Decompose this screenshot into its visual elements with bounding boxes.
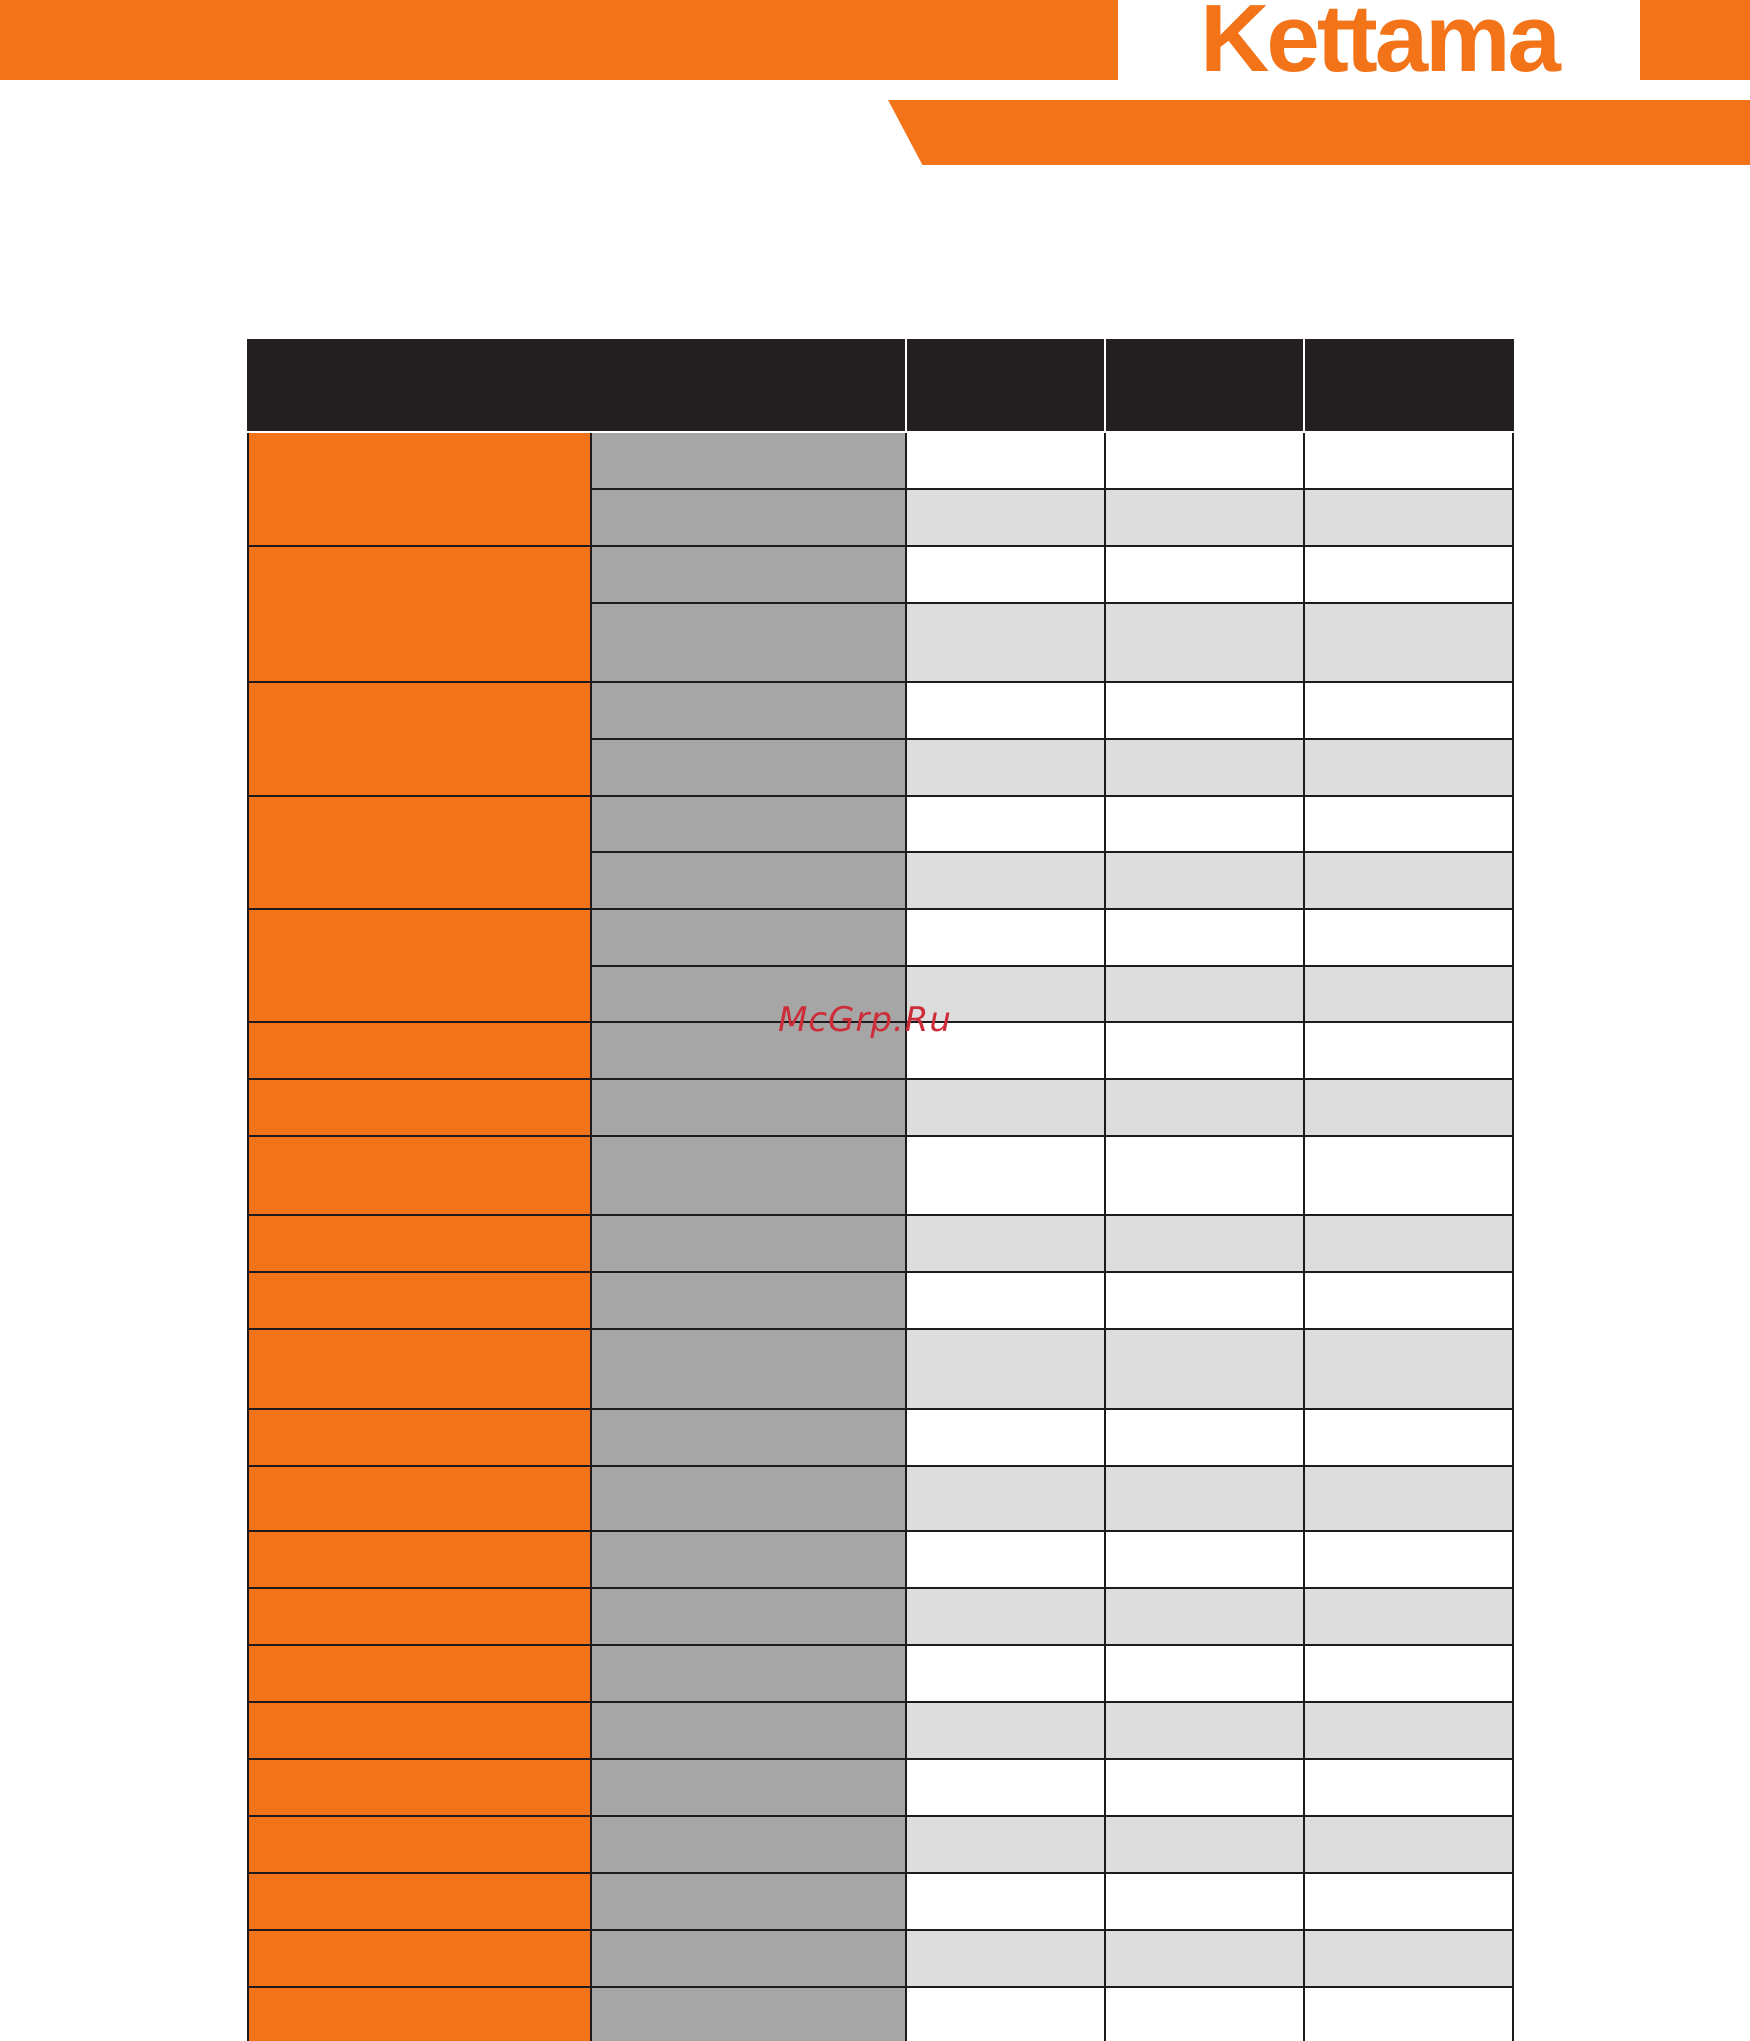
- parameter-cell: [248, 1022, 591, 1079]
- table-row: [248, 1645, 1513, 1702]
- parameter-cell: [248, 1079, 591, 1136]
- value-cell: [1304, 966, 1513, 1022]
- value-cell: [1304, 1588, 1513, 1645]
- value-cell: [906, 1588, 1105, 1645]
- header-sub-band: [888, 100, 1750, 165]
- value-cell: [906, 682, 1105, 739]
- value-cell: [1304, 1531, 1513, 1588]
- value-cell: [1304, 1215, 1513, 1272]
- table-row: [248, 1272, 1513, 1329]
- parameter-cell: [248, 796, 591, 909]
- table-row: [248, 1588, 1513, 1645]
- kettama-logo: Kettama: [1200, 0, 1558, 92]
- value-cell: [906, 1702, 1105, 1759]
- value-cell: [906, 852, 1105, 909]
- value-cell: [1304, 1329, 1513, 1409]
- value-cell: [906, 1930, 1105, 1987]
- spec-table: [247, 339, 1514, 2041]
- value-cell: [906, 432, 1105, 489]
- header-cell-model-2: [1105, 340, 1304, 432]
- value-cell: [906, 1873, 1105, 1930]
- header-cell-model-3: [1304, 340, 1513, 432]
- value-cell: [906, 739, 1105, 796]
- value-cell: [906, 1409, 1105, 1466]
- sub-parameter-cell: [591, 1409, 906, 1466]
- value-cell: [906, 1759, 1105, 1816]
- sub-parameter-cell: [591, 796, 906, 852]
- parameter-cell: [248, 1930, 591, 1987]
- sub-parameter-cell: [591, 682, 906, 739]
- table-row: [248, 1873, 1513, 1930]
- parameter-cell: [248, 909, 591, 1022]
- sub-parameter-cell: [591, 1873, 906, 1930]
- value-cell: [1105, 852, 1304, 909]
- value-cell: [906, 1987, 1105, 2041]
- table-row: [248, 1136, 1513, 1215]
- table-row: [248, 1531, 1513, 1588]
- value-cell: [1304, 909, 1513, 966]
- value-cell: [1304, 852, 1513, 909]
- sub-parameter-cell: [591, 909, 906, 966]
- value-cell: [1304, 796, 1513, 852]
- sub-parameter-cell: [591, 1136, 906, 1215]
- sub-parameter-cell: [591, 1759, 906, 1816]
- value-cell: [1304, 1930, 1513, 1987]
- value-cell: [1304, 1272, 1513, 1329]
- sub-parameter-cell: [591, 1987, 906, 2041]
- sub-parameter-cell: [591, 1329, 906, 1409]
- value-cell: [1105, 1466, 1304, 1531]
- sub-parameter-cell: [591, 1645, 906, 1702]
- value-cell: [1105, 1645, 1304, 1702]
- value-cell: [1304, 1987, 1513, 2041]
- sub-parameter-cell: [591, 1079, 906, 1136]
- value-cell: [1105, 1136, 1304, 1215]
- value-cell: [906, 1531, 1105, 1588]
- value-cell: [1105, 909, 1304, 966]
- value-cell: [906, 1272, 1105, 1329]
- sub-parameter-cell: [591, 1531, 906, 1588]
- value-cell: [1304, 1466, 1513, 1531]
- value-cell: [1304, 489, 1513, 546]
- value-cell: [1105, 1930, 1304, 1987]
- value-cell: [906, 1329, 1105, 1409]
- parameter-cell: [248, 1588, 591, 1645]
- value-cell: [1304, 1702, 1513, 1759]
- parameter-cell: [248, 1816, 591, 1873]
- sub-parameter-cell: [591, 603, 906, 682]
- value-cell: [1105, 1987, 1304, 2041]
- value-cell: [1304, 739, 1513, 796]
- parameter-cell: [248, 1702, 591, 1759]
- table-header-row: [248, 340, 1513, 432]
- sub-parameter-cell: [591, 739, 906, 796]
- sub-parameter-cell: [591, 1702, 906, 1759]
- value-cell: [1304, 682, 1513, 739]
- value-cell: [906, 1079, 1105, 1136]
- sub-parameter-cell: [591, 1930, 906, 1987]
- parameter-cell: [248, 546, 591, 682]
- value-cell: [1105, 966, 1304, 1022]
- sub-parameter-cell: [591, 1215, 906, 1272]
- value-cell: [1105, 489, 1304, 546]
- parameter-cell: [248, 1215, 591, 1272]
- table-row: [248, 1987, 1513, 2041]
- watermark-text: McGrp.Ru: [778, 1000, 952, 1040]
- parameter-cell: [248, 682, 591, 796]
- table-row: [248, 682, 1513, 739]
- value-cell: [1105, 1022, 1304, 1079]
- value-cell: [1304, 603, 1513, 682]
- parameter-cell: [248, 1873, 591, 1930]
- table-row: [248, 1759, 1513, 1816]
- value-cell: [906, 1136, 1105, 1215]
- sub-parameter-cell: [591, 1816, 906, 1873]
- value-cell: [1105, 1215, 1304, 1272]
- value-cell: [906, 1215, 1105, 1272]
- sub-parameter-cell: [591, 489, 906, 546]
- value-cell: [1105, 546, 1304, 603]
- value-cell: [1105, 1531, 1304, 1588]
- value-cell: [1304, 1816, 1513, 1873]
- value-cell: [1304, 1079, 1513, 1136]
- value-cell: [906, 489, 1105, 546]
- table-row: [248, 1816, 1513, 1873]
- value-cell: [1304, 1136, 1513, 1215]
- value-cell: [1105, 739, 1304, 796]
- parameter-cell: [248, 1272, 591, 1329]
- sub-parameter-cell: [591, 1588, 906, 1645]
- value-cell: [1105, 1816, 1304, 1873]
- value-cell: [1105, 796, 1304, 852]
- parameter-cell: [248, 432, 591, 546]
- table-row: [248, 1930, 1513, 1987]
- value-cell: [1304, 1022, 1513, 1079]
- value-cell: [1304, 1873, 1513, 1930]
- table-row: [248, 1409, 1513, 1466]
- value-cell: [1105, 1079, 1304, 1136]
- table-row: [248, 1079, 1513, 1136]
- header-cell-model-1: [906, 340, 1105, 432]
- sub-parameter-cell: [591, 432, 906, 489]
- table-row: [248, 1329, 1513, 1409]
- value-cell: [1105, 1702, 1304, 1759]
- value-cell: [906, 546, 1105, 603]
- parameter-cell: [248, 1531, 591, 1588]
- value-cell: [1304, 1409, 1513, 1466]
- sub-parameter-cell: [591, 1272, 906, 1329]
- value-cell: [906, 796, 1105, 852]
- table-row: [248, 909, 1513, 966]
- sub-parameter-cell: [591, 852, 906, 909]
- table-row: [248, 1466, 1513, 1531]
- sub-parameter-cell: [591, 546, 906, 603]
- value-cell: [906, 603, 1105, 682]
- parameter-cell: [248, 1329, 591, 1409]
- value-cell: [906, 909, 1105, 966]
- parameter-cell: [248, 1759, 591, 1816]
- parameter-cell: [248, 1466, 591, 1531]
- value-cell: [1304, 1645, 1513, 1702]
- value-cell: [1304, 1759, 1513, 1816]
- value-cell: [906, 1466, 1105, 1531]
- table-row: [248, 546, 1513, 603]
- value-cell: [1105, 603, 1304, 682]
- value-cell: [1304, 432, 1513, 489]
- parameter-cell: [248, 1645, 591, 1702]
- value-cell: [1105, 682, 1304, 739]
- parameter-cell: [248, 1987, 591, 2041]
- table-row: [248, 1702, 1513, 1759]
- parameter-cell: [248, 1136, 591, 1215]
- table-row: [248, 432, 1513, 489]
- value-cell: [1105, 1409, 1304, 1466]
- value-cell: [1105, 1329, 1304, 1409]
- value-cell: [906, 1816, 1105, 1873]
- value-cell: [1105, 432, 1304, 489]
- value-cell: [1105, 1588, 1304, 1645]
- value-cell: [1304, 546, 1513, 603]
- parameter-cell: [248, 1409, 591, 1466]
- sub-parameter-cell: [591, 1466, 906, 1531]
- value-cell: [1105, 1873, 1304, 1930]
- header-cell-parameter: [248, 340, 906, 432]
- table-row: [248, 1215, 1513, 1272]
- value-cell: [1105, 1759, 1304, 1816]
- value-cell: [906, 1645, 1105, 1702]
- table-row: [248, 796, 1513, 852]
- value-cell: [1105, 1272, 1304, 1329]
